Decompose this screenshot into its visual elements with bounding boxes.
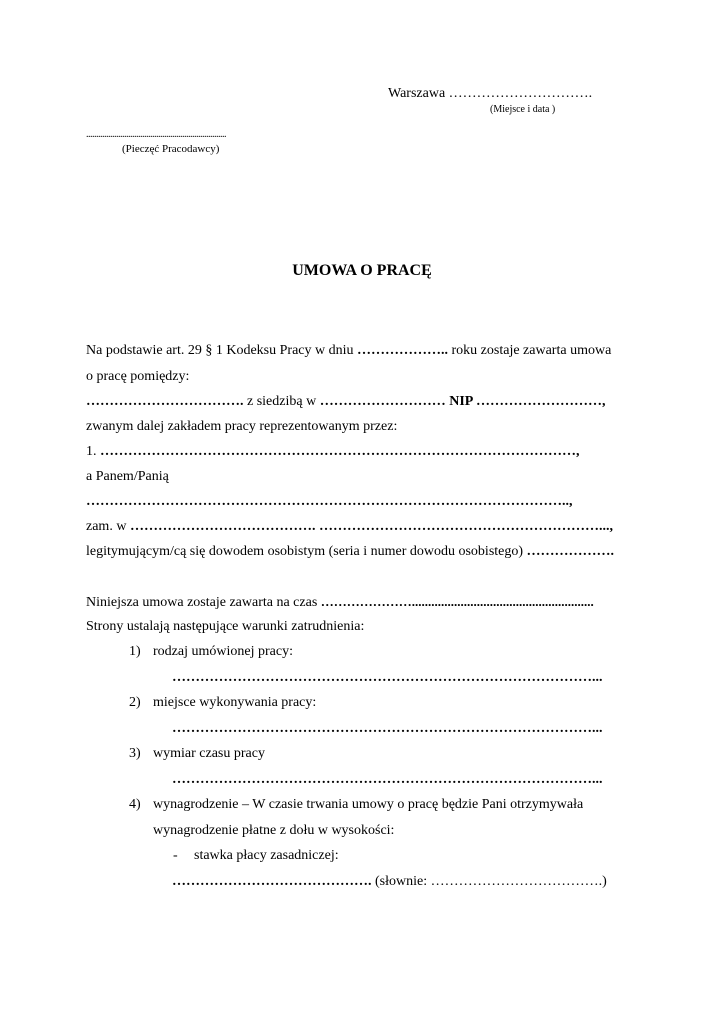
base-salary-dots: …………………………………….: [172, 874, 372, 889]
address-city-dots: ………………………………….: [129, 519, 316, 534]
place-date-caption: (Miejsce i data ): [490, 104, 556, 115]
intro-line-1: [86, 343, 611, 359]
address-line: [86, 519, 613, 535]
list-item-label: wymiar czasu pracy: [153, 746, 265, 761]
place-date-field: Warszawa ………………………….: [388, 86, 593, 101]
duration-label: Niniejsza umowa zostaje zawarta na czas: [86, 595, 321, 610]
document-title: UMOWA O PRACĘ: [292, 262, 432, 279]
salary-in-words: (słownie: ……………………………….): [371, 874, 607, 889]
address-street-dots: ……………………………………………………...,: [315, 519, 613, 534]
employee-label: a Panem/Panią: [86, 469, 169, 484]
list-item-number: 2): [129, 695, 141, 710]
salary-line-2: wynagrodzenie płatne z dołu w wysokości:: [153, 823, 395, 838]
employer-line: [86, 394, 606, 410]
list-item-number: 1): [129, 644, 141, 659]
nip-dots: ………………………,: [476, 394, 606, 409]
list-item-dots: ………………………………………………………………………………...: [172, 772, 603, 787]
base-salary-label: stawka płacy zasadniczej:: [194, 848, 339, 863]
seat-dots: ………………………: [319, 394, 446, 409]
id-document-label: legitymującym/cą się dowodem osobistym (seria i numer dowodu osobistego): [86, 544, 527, 559]
sub-item-dash: -: [173, 848, 178, 863]
stamp-caption: (Pieczęć Pracodawcy): [122, 143, 220, 155]
representative-number: 1.: [86, 444, 100, 459]
list-item-label: miejsce wykonywania pracy:: [153, 695, 317, 710]
nip-label: NIP: [445, 394, 477, 409]
intro-text-a: Na podstawie art. 29 § 1 Kodeksu Pracy w dniu: [86, 343, 358, 358]
employer-name-dots: …………………………….: [86, 394, 244, 409]
list-item-dots: ………………………………………………………………………………...: [172, 721, 603, 736]
list-item-number: 4): [129, 797, 141, 812]
base-salary-line: [172, 874, 607, 890]
seat-label: z siedzibą w: [243, 394, 320, 409]
stamp-dots: ......................................................................: [86, 129, 226, 140]
employee-name-dots: …………………………………………………………………………………………..,: [86, 494, 573, 509]
intro-line-2: o pracę pomiędzy:: [86, 369, 190, 384]
duration-dots: …………………........................................................: [320, 594, 594, 609]
conditions-intro: Strony ustalają następujące warunki zatrudnienia:: [86, 619, 365, 634]
id-document-line: [86, 544, 614, 560]
list-item-label: rodzaj umówionej pracy:: [153, 644, 293, 659]
id-document-dots: ……………….: [526, 544, 615, 559]
representative-dots: …………………………………………………………………………………………,: [100, 444, 580, 459]
date-dots: ………………..: [357, 343, 449, 358]
list-item-number: 3): [129, 746, 141, 761]
list-item-dots: ………………………………………………………………………………...: [172, 670, 603, 685]
representative-line: [86, 444, 580, 460]
intro-text-b: roku zostaje zawarta umowa: [448, 343, 612, 358]
represented-line: zwanym dalej zakładem pracy reprezentowanym przez:: [86, 419, 398, 434]
duration-line: [86, 594, 594, 611]
salary-line-1: wynagrodzenie – W czasie trwania umowy o pracę będzie Pani otrzymywała: [153, 797, 584, 812]
address-label: zam. w: [86, 519, 130, 534]
